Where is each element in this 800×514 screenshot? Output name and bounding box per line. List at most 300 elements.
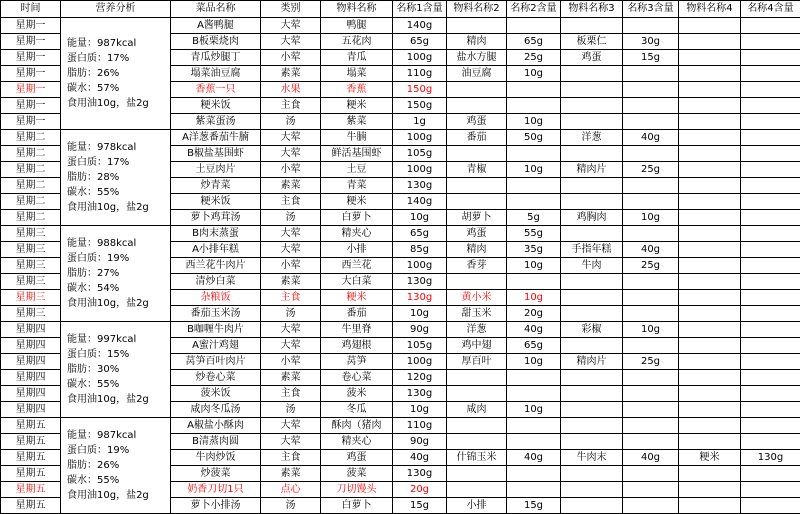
- material-cell: [447, 466, 507, 482]
- quantity-cell: [623, 226, 679, 242]
- nutrition-line: [67, 473, 119, 488]
- quantity-cell: 10g: [507, 162, 561, 178]
- header-row: [1, 1, 800, 18]
- quantity-cell: [507, 370, 561, 386]
- day-cell: 星期四: [1, 322, 61, 338]
- nutrition-value: 55%: [97, 377, 119, 392]
- material-cell: [447, 434, 507, 450]
- day-cell: 星期五: [1, 418, 61, 434]
- nutrition-line: [67, 200, 149, 215]
- material-cell: 小排: [321, 242, 393, 258]
- header-cell: 名称3含量: [623, 1, 679, 18]
- material-cell: 什锦玉米: [447, 450, 507, 466]
- material-cell: [561, 482, 623, 498]
- quantity-cell: [507, 466, 561, 482]
- nutrition-value: 食用油10g，盐2g: [67, 96, 149, 111]
- nutrition-line: [67, 251, 129, 266]
- quantity-cell: [623, 98, 679, 114]
- nutrition-value: 30%: [97, 362, 119, 377]
- quantity-cell: [741, 18, 800, 34]
- quantity-cell: 40g: [507, 450, 561, 466]
- header-cell: 名称2含量: [507, 1, 561, 18]
- nutrition-label: 能量：: [67, 332, 97, 347]
- day-cell: 星期二: [1, 162, 61, 178]
- nutrition-value: 987kcal: [97, 36, 136, 51]
- nutrition-label: 碳水：: [67, 81, 97, 96]
- quantity-cell: 105g: [393, 338, 447, 354]
- quantity-cell: 65g: [507, 34, 561, 50]
- quantity-cell: [741, 434, 800, 450]
- quantity-cell: [741, 370, 800, 386]
- dish-cell: 炒卷心菜: [171, 370, 261, 386]
- quantity-cell: [741, 50, 800, 66]
- material-cell: [679, 338, 741, 354]
- header-cell: 时间: [1, 1, 61, 18]
- quantity-cell: 65g: [507, 338, 561, 354]
- quantity-cell: [507, 418, 561, 434]
- quantity-cell: [741, 162, 800, 178]
- material-cell: [447, 178, 507, 194]
- category-cell: 汤: [261, 402, 321, 418]
- material-cell: [679, 178, 741, 194]
- quantity-cell: [507, 482, 561, 498]
- quantity-cell: [741, 290, 800, 306]
- material-cell: [561, 386, 623, 402]
- quantity-cell: 1g: [393, 114, 447, 130]
- nutrition-line: [67, 377, 119, 392]
- material-cell: [447, 146, 507, 162]
- dish-cell: A蜜汁鸡翅: [171, 338, 261, 354]
- quantity-cell: 20g: [507, 306, 561, 322]
- quantity-cell: [741, 354, 800, 370]
- dish-cell: B板栗烧肉: [171, 34, 261, 50]
- quantity-cell: 130g: [393, 178, 447, 194]
- quantity-cell: [623, 418, 679, 434]
- material-cell: 油豆腐: [447, 66, 507, 82]
- nutrition-label: 蛋白质：: [67, 155, 107, 170]
- material-cell: [561, 370, 623, 386]
- material-cell: [561, 418, 623, 434]
- quantity-cell: [741, 242, 800, 258]
- nutrition-line: [67, 428, 136, 443]
- material-cell: [561, 226, 623, 242]
- category-cell: 大荤: [261, 18, 321, 34]
- nutrition-value: 28%: [97, 170, 119, 185]
- quantity-cell: 10g: [507, 258, 561, 274]
- nutrition-label: 能量：: [67, 236, 97, 251]
- category-cell: 主食: [261, 386, 321, 402]
- quantity-cell: 120g: [393, 370, 447, 386]
- nutrition-value: 食用油10g，盐2g: [67, 488, 149, 503]
- header-cell: 营养分析: [61, 1, 171, 18]
- day-cell: 星期三: [1, 242, 61, 258]
- material-cell: [679, 290, 741, 306]
- material-cell: [679, 322, 741, 338]
- quantity-cell: 85g: [393, 242, 447, 258]
- category-cell: 水果: [261, 82, 321, 98]
- quantity-cell: [507, 194, 561, 210]
- nutrition-line: [67, 488, 149, 503]
- nutrition-label: 脂肪：: [67, 170, 97, 185]
- material-cell: 紫菜: [321, 114, 393, 130]
- day-cell: 星期一: [1, 114, 61, 130]
- nutrition-label: 能量：: [67, 36, 97, 51]
- nutrition-label: 蛋白质：: [67, 251, 107, 266]
- material-cell: [679, 258, 741, 274]
- material-cell: [561, 402, 623, 418]
- quantity-cell: [741, 98, 800, 114]
- table-row: [1, 130, 800, 146]
- material-cell: [447, 274, 507, 290]
- dish-cell: 清炒白菜: [171, 274, 261, 290]
- quantity-cell: [741, 210, 800, 226]
- material-cell: [447, 370, 507, 386]
- nutrition-line: [67, 458, 119, 473]
- day-cell: 星期五: [1, 434, 61, 450]
- day-cell: 星期一: [1, 18, 61, 34]
- quantity-cell: 40g: [507, 322, 561, 338]
- dish-cell: 青瓜炒腿丁: [171, 50, 261, 66]
- material-cell: 手指年糕: [561, 242, 623, 258]
- day-cell: 星期一: [1, 98, 61, 114]
- dish-cell: 紫菜蛋汤: [171, 114, 261, 130]
- nutrition-line: [67, 281, 119, 296]
- dish-cell: 奶香刀切1只: [171, 482, 261, 498]
- material-cell: 香蕉: [321, 82, 393, 98]
- material-cell: 小排: [447, 498, 507, 514]
- material-cell: 青椒: [447, 162, 507, 178]
- nutrition-value: 988kcal: [97, 236, 136, 251]
- material-cell: [447, 18, 507, 34]
- quantity-cell: 5g: [507, 210, 561, 226]
- quantity-cell: [623, 434, 679, 450]
- day-cell: 星期四: [1, 338, 61, 354]
- quantity-cell: 10g: [393, 402, 447, 418]
- nutrition-line: [67, 36, 136, 51]
- material-cell: 酥肉（猪肉: [321, 418, 393, 434]
- material-cell: [679, 402, 741, 418]
- header-cell: 名称1含量: [393, 1, 447, 18]
- quantity-cell: 100g: [393, 354, 447, 370]
- dish-cell: A小排年糕: [171, 242, 261, 258]
- material-cell: [679, 386, 741, 402]
- material-cell: 黄小米: [447, 290, 507, 306]
- nutrition-cell: [61, 226, 171, 322]
- quantity-cell: [623, 82, 679, 98]
- dish-cell: 炒青菜: [171, 178, 261, 194]
- material-cell: 洋葱: [447, 322, 507, 338]
- table-row: [1, 226, 800, 242]
- material-cell: [561, 338, 623, 354]
- category-cell: 大荤: [261, 322, 321, 338]
- category-cell: 大荤: [261, 34, 321, 50]
- nutrition-value: 27%: [97, 266, 119, 281]
- quantity-cell: [741, 82, 800, 98]
- quantity-cell: 40g: [623, 450, 679, 466]
- category-cell: 小荤: [261, 354, 321, 370]
- dish-cell: B咖喱牛肉片: [171, 322, 261, 338]
- nutrition-cell: [61, 18, 171, 130]
- material-cell: 粳米: [679, 450, 741, 466]
- quantity-cell: [741, 258, 800, 274]
- material-cell: [679, 194, 741, 210]
- quantity-cell: 90g: [393, 322, 447, 338]
- quantity-cell: 10g: [507, 290, 561, 306]
- category-cell: 素菜: [261, 66, 321, 82]
- day-cell: 星期一: [1, 66, 61, 82]
- material-cell: 粳米: [321, 194, 393, 210]
- quantity-cell: 65g: [393, 34, 447, 50]
- quantity-cell: 100g: [393, 50, 447, 66]
- nutrition-summary: [63, 36, 168, 111]
- dish-cell: 粳米饭: [171, 98, 261, 114]
- material-cell: [679, 114, 741, 130]
- day-cell: 星期三: [1, 290, 61, 306]
- dish-cell: 粳米饭: [171, 194, 261, 210]
- material-cell: 鸡胸肉: [561, 210, 623, 226]
- quantity-cell: [741, 34, 800, 50]
- day-cell: 星期四: [1, 402, 61, 418]
- category-cell: 大荤: [261, 226, 321, 242]
- day-cell: 星期二: [1, 210, 61, 226]
- day-cell: 星期二: [1, 178, 61, 194]
- quantity-cell: [741, 498, 800, 514]
- nutrition-line: [67, 236, 136, 251]
- quantity-cell: 15g: [393, 498, 447, 514]
- nutrition-value: 26%: [97, 66, 119, 81]
- category-cell: 素菜: [261, 370, 321, 386]
- header-cell: 菜品名称: [171, 1, 261, 18]
- day-cell: 星期二: [1, 146, 61, 162]
- material-cell: 番茄: [447, 130, 507, 146]
- material-cell: [561, 498, 623, 514]
- quantity-cell: [623, 306, 679, 322]
- material-cell: 板栗仁: [561, 34, 623, 50]
- nutrition-cell: [61, 322, 171, 418]
- material-cell: 甜玉米: [447, 306, 507, 322]
- category-cell: 汤: [261, 210, 321, 226]
- quantity-cell: 50g: [507, 130, 561, 146]
- nutrition-line: [67, 332, 136, 347]
- category-cell: 主食: [261, 194, 321, 210]
- material-cell: [679, 418, 741, 434]
- nutrition-line: [67, 66, 119, 81]
- nutrition-value: 987kcal: [97, 428, 136, 443]
- material-cell: [561, 306, 623, 322]
- dish-cell: 香蕉一只: [171, 82, 261, 98]
- category-cell: 汤: [261, 306, 321, 322]
- nutrition-line: [67, 155, 129, 170]
- dish-cell: 莴笋百叶肉片: [171, 354, 261, 370]
- quantity-cell: [623, 146, 679, 162]
- quantity-cell: 10g: [507, 354, 561, 370]
- quantity-cell: [507, 146, 561, 162]
- dish-cell: B椒盐基围虾: [171, 146, 261, 162]
- material-cell: [679, 242, 741, 258]
- table-row: [1, 18, 800, 34]
- quantity-cell: [741, 322, 800, 338]
- nutrition-summary: [63, 236, 168, 311]
- material-cell: 精肉片: [561, 354, 623, 370]
- nutrition-label: 碳水：: [67, 281, 97, 296]
- category-cell: 汤: [261, 114, 321, 130]
- quantity-cell: [623, 482, 679, 498]
- quantity-cell: [507, 386, 561, 402]
- material-cell: 牛肉: [561, 258, 623, 274]
- dish-cell: B清蒸肉圆: [171, 434, 261, 450]
- material-cell: [679, 210, 741, 226]
- dish-cell: 牛肉炒饭: [171, 450, 261, 466]
- nutrition-value: 食用油10g，盐2g: [67, 296, 149, 311]
- dish-cell: 萝卜鸡茸汤: [171, 210, 261, 226]
- dish-cell: A椒盐小酥肉: [171, 418, 261, 434]
- quantity-cell: 130g: [393, 466, 447, 482]
- quantity-cell: [623, 18, 679, 34]
- nutrition-label: 碳水：: [67, 377, 97, 392]
- quantity-cell: 150g: [393, 82, 447, 98]
- day-cell: 星期五: [1, 482, 61, 498]
- quantity-cell: 90g: [393, 434, 447, 450]
- nutrition-line: [67, 392, 149, 407]
- nutrition-line: [67, 362, 119, 377]
- day-cell: 星期四: [1, 370, 61, 386]
- material-cell: 鸡翅根: [321, 338, 393, 354]
- material-cell: 彩椒: [561, 322, 623, 338]
- quantity-cell: [741, 386, 800, 402]
- quantity-cell: 10g: [623, 322, 679, 338]
- quantity-cell: [623, 274, 679, 290]
- material-cell: 白萝卜: [321, 498, 393, 514]
- material-cell: 菠米: [321, 386, 393, 402]
- category-cell: 大荤: [261, 242, 321, 258]
- quantity-cell: 130g: [393, 290, 447, 306]
- nutrition-value: 19%: [107, 443, 129, 458]
- material-cell: [447, 82, 507, 98]
- quantity-cell: [623, 466, 679, 482]
- nutrition-line: [67, 81, 119, 96]
- quantity-cell: [623, 194, 679, 210]
- quantity-cell: [507, 98, 561, 114]
- nutrition-label: 蛋白质：: [67, 51, 107, 66]
- quantity-cell: [507, 434, 561, 450]
- quantity-cell: 105g: [393, 146, 447, 162]
- material-cell: 西兰花: [321, 258, 393, 274]
- category-cell: 点心: [261, 482, 321, 498]
- material-cell: 粳米: [321, 290, 393, 306]
- material-cell: [679, 306, 741, 322]
- quantity-cell: 100g: [393, 130, 447, 146]
- material-cell: 牛里脊: [321, 322, 393, 338]
- quantity-cell: [507, 274, 561, 290]
- dish-cell: A酱鸭腿: [171, 18, 261, 34]
- material-cell: [679, 498, 741, 514]
- quantity-cell: [741, 274, 800, 290]
- dish-cell: 土豆肉片: [171, 162, 261, 178]
- material-cell: [679, 162, 741, 178]
- nutrition-line: [67, 443, 129, 458]
- quantity-cell: 140g: [393, 194, 447, 210]
- material-cell: 番茄: [321, 306, 393, 322]
- nutrition-value: 54%: [97, 281, 119, 296]
- nutrition-value: 57%: [97, 81, 119, 96]
- material-cell: 精夹心: [321, 226, 393, 242]
- nutrition-label: 蛋白质：: [67, 347, 107, 362]
- day-cell: 星期二: [1, 194, 61, 210]
- material-cell: [447, 482, 507, 498]
- material-cell: 青瓜: [321, 50, 393, 66]
- quantity-cell: [623, 386, 679, 402]
- category-cell: 素菜: [261, 466, 321, 482]
- material-cell: 鸡蛋: [321, 450, 393, 466]
- header-cell: 名称4含量: [741, 1, 800, 18]
- material-cell: [561, 290, 623, 306]
- category-cell: 大荤: [261, 418, 321, 434]
- material-cell: 卷心菜: [321, 370, 393, 386]
- quantity-cell: [623, 338, 679, 354]
- quantity-cell: [507, 178, 561, 194]
- material-cell: 精肉: [447, 34, 507, 50]
- nutrition-label: 能量：: [67, 140, 97, 155]
- quantity-cell: 130g: [393, 386, 447, 402]
- category-cell: 大荤: [261, 146, 321, 162]
- material-cell: [679, 370, 741, 386]
- day-cell: 星期四: [1, 354, 61, 370]
- day-cell: 星期三: [1, 226, 61, 242]
- header-cell: 物料名称: [321, 1, 393, 18]
- category-cell: 主食: [261, 290, 321, 306]
- material-cell: [679, 226, 741, 242]
- material-cell: 精夹心: [321, 434, 393, 450]
- dish-cell: B肉末蒸蛋: [171, 226, 261, 242]
- material-cell: [561, 114, 623, 130]
- quantity-cell: 25g: [507, 50, 561, 66]
- material-cell: [679, 98, 741, 114]
- material-cell: [679, 466, 741, 482]
- nutrition-value: 978kcal: [97, 140, 136, 155]
- header-cell: 类别: [261, 1, 321, 18]
- material-cell: 牛腩: [321, 130, 393, 146]
- quantity-cell: [623, 498, 679, 514]
- quantity-cell: [741, 306, 800, 322]
- material-cell: [447, 98, 507, 114]
- quantity-cell: [741, 226, 800, 242]
- material-cell: [679, 66, 741, 82]
- quantity-cell: 40g: [623, 242, 679, 258]
- day-cell: 星期二: [1, 130, 61, 146]
- material-cell: 香芽: [447, 258, 507, 274]
- quantity-cell: [741, 482, 800, 498]
- quantity-cell: 140g: [393, 18, 447, 34]
- material-cell: [561, 466, 623, 482]
- day-cell: 星期五: [1, 450, 61, 466]
- material-cell: [447, 386, 507, 402]
- material-cell: [679, 34, 741, 50]
- dish-cell: 番茄玉米汤: [171, 306, 261, 322]
- quantity-cell: 150g: [393, 98, 447, 114]
- table-row: [1, 322, 800, 338]
- category-cell: 小荤: [261, 258, 321, 274]
- nutrition-label: 脂肪：: [67, 458, 97, 473]
- quantity-cell: [507, 18, 561, 34]
- material-cell: [561, 82, 623, 98]
- quantity-cell: 20g: [393, 482, 447, 498]
- material-cell: 鸡蛋: [447, 114, 507, 130]
- material-cell: 鸡蛋: [561, 50, 623, 66]
- material-cell: 粳米: [321, 98, 393, 114]
- quantity-cell: [741, 114, 800, 130]
- material-cell: 五花肉: [321, 34, 393, 50]
- dish-cell: 炒菠菜: [171, 466, 261, 482]
